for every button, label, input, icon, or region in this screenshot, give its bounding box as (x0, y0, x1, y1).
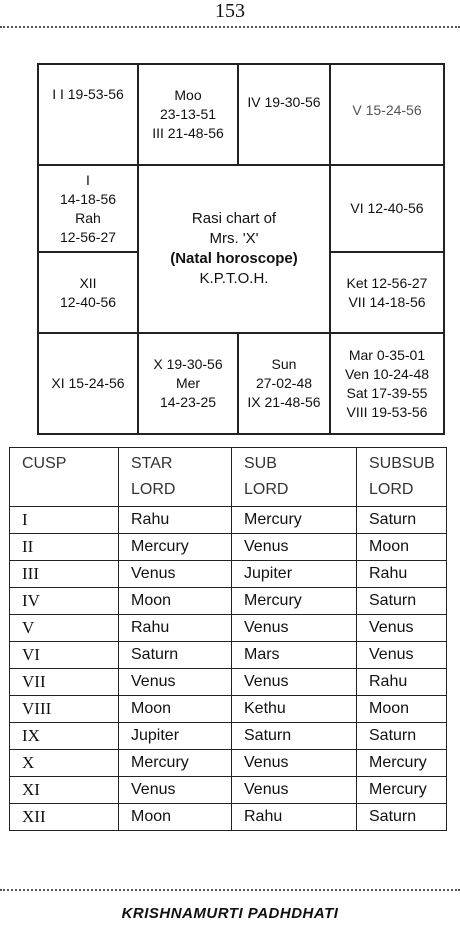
page-number: 153 (215, 0, 245, 22)
cell-line: 12-40-56 (59, 293, 117, 310)
cell-sub-lord: Venus (232, 534, 357, 561)
center-title: Rasi chart of (191, 210, 277, 227)
cell-line: V 15-24-56 (352, 102, 422, 118)
cell-cusp: VII (10, 669, 119, 696)
cell-subsub-lord: Moon (357, 534, 447, 561)
cell-sub-lord: Jupiter (232, 561, 357, 588)
cell-cusp: II (10, 534, 119, 561)
cell-line: Ven 10-24-48 (344, 365, 430, 382)
cell-subsub-lord: Venus (357, 615, 447, 642)
cell-line: III 21-48-56 (152, 125, 224, 141)
cell-line: XII (79, 274, 97, 291)
cusp-lords-table (9, 447, 447, 831)
center-subject: Mrs. 'X' (209, 230, 259, 247)
table-row (10, 804, 447, 831)
header-subsub-lord: SUBSUB LORD (357, 448, 447, 507)
cell-subsub-lord: Rahu (357, 669, 447, 696)
cell-cusp: IX (10, 723, 119, 750)
cell-line: XI 15-24-56 (51, 375, 125, 391)
cell-line: Mer (175, 375, 201, 391)
cell-line: Sun (271, 356, 297, 372)
center-source: K.P.T.O.H. (199, 270, 269, 287)
cell-line: Mar 0-35-01 (348, 346, 426, 363)
cell-cusp: X (10, 750, 119, 777)
cell-sub-lord: Mercury (232, 507, 357, 534)
house-10-cell (139, 334, 239, 433)
cell-sub-lord: Venus (232, 750, 357, 777)
cell-sub-lord: Venus (232, 615, 357, 642)
table-row (10, 723, 447, 750)
cell-star-lord: Jupiter (119, 723, 232, 750)
cell-star-lord: Moon (119, 804, 232, 831)
cell-sub-lord: Rahu (232, 804, 357, 831)
table-row (10, 507, 447, 534)
cell-star-lord: Venus (119, 561, 232, 588)
cell-line: I I 19-53-56 (52, 86, 124, 102)
cell-cusp: I (10, 507, 119, 534)
house-7-cell (331, 253, 443, 334)
cell-subsub-lord: Moon (357, 696, 447, 723)
house-1-cell (39, 166, 139, 253)
cell-sub-lord: Venus (232, 777, 357, 804)
cell-subsub-lord: Saturn (357, 804, 447, 831)
cell-line: VIII 19-53-56 (346, 403, 428, 420)
table-row (10, 696, 447, 723)
table-row (10, 561, 447, 588)
cell-cusp: VIII (10, 696, 119, 723)
cell-line: Sat 17-39-55 (346, 384, 428, 401)
cell-cusp: IV (10, 588, 119, 615)
cell-line: 14-18-56 (59, 190, 117, 207)
cell-line: 27-02-48 (255, 375, 313, 391)
table-row (10, 615, 447, 642)
cell-subsub-lord: Mercury (357, 777, 447, 804)
cell-star-lord: Saturn (119, 642, 232, 669)
house-8-cell (331, 334, 443, 433)
cell-line: IX 21-48-56 (247, 394, 321, 410)
table-row (10, 642, 447, 669)
table-row (10, 534, 447, 561)
bottom-rule (0, 889, 460, 891)
cell-line: X 19-30-56 (153, 356, 223, 372)
cell-star-lord: Rahu (119, 615, 232, 642)
cell-line: 12-56-27 (59, 228, 117, 245)
table-row (10, 588, 447, 615)
header-sub-lord: SUB LORD (232, 448, 357, 507)
chart-center (139, 166, 331, 334)
cell-line: Rah (75, 209, 101, 226)
running-footer: KRISHNAMURTI PADHDHATI (121, 905, 339, 922)
house-9-cell (239, 334, 331, 433)
cell-star-lord: Venus (119, 777, 232, 804)
cell-subsub-lord: Saturn (357, 507, 447, 534)
cell-cusp: XII (10, 804, 119, 831)
house-12-cell (39, 253, 139, 334)
cell-subsub-lord: Venus (357, 642, 447, 669)
house-4-cell (239, 65, 331, 166)
cell-subsub-lord: Saturn (357, 723, 447, 750)
table-row (10, 777, 447, 804)
house-11-cell (39, 334, 139, 433)
cell-subsub-lord: Rahu (357, 561, 447, 588)
cell-star-lord: Venus (119, 669, 232, 696)
cell-line: I (86, 171, 90, 188)
cell-sub-lord: Mercury (232, 588, 357, 615)
cell-line: 23-13-51 (159, 106, 217, 122)
cell-cusp: V (10, 615, 119, 642)
table-row (10, 750, 447, 777)
header-cusp: CUSP (10, 448, 119, 507)
top-rule (0, 26, 460, 28)
cell-cusp: XI (10, 777, 119, 804)
cell-sub-lord: Venus (232, 669, 357, 696)
table-header-row (10, 448, 447, 507)
cell-line: Moo (174, 87, 202, 103)
cell-line: VII 14-18-56 (348, 293, 426, 310)
house-3-cell (139, 65, 239, 166)
cell-line: Ket 12-56-27 (346, 274, 428, 291)
cell-sub-lord: Kethu (232, 696, 357, 723)
cell-star-lord: Moon (119, 696, 232, 723)
cell-sub-lord: Saturn (232, 723, 357, 750)
cell-cusp: VI (10, 642, 119, 669)
cell-line: IV 19-30-56 (247, 94, 321, 110)
cell-cusp: III (10, 561, 119, 588)
house-5-cell (331, 65, 443, 166)
house-2-cell (39, 65, 139, 166)
house-6-cell (331, 166, 443, 253)
header-star-lord: STAR LORD (119, 448, 232, 507)
table-row (10, 669, 447, 696)
cell-subsub-lord: Saturn (357, 588, 447, 615)
cell-star-lord: Moon (119, 588, 232, 615)
cell-subsub-lord: Mercury (357, 750, 447, 777)
rasi-chart (37, 63, 445, 435)
cell-line: 14-23-25 (159, 394, 217, 410)
cell-sub-lord: Mars (232, 642, 357, 669)
cell-star-lord: Mercury (119, 750, 232, 777)
cell-star-lord: Rahu (119, 507, 232, 534)
cell-line: VI 12-40-56 (350, 200, 424, 216)
center-type: (Natal horoscope) (170, 250, 298, 267)
cell-star-lord: Mercury (119, 534, 232, 561)
